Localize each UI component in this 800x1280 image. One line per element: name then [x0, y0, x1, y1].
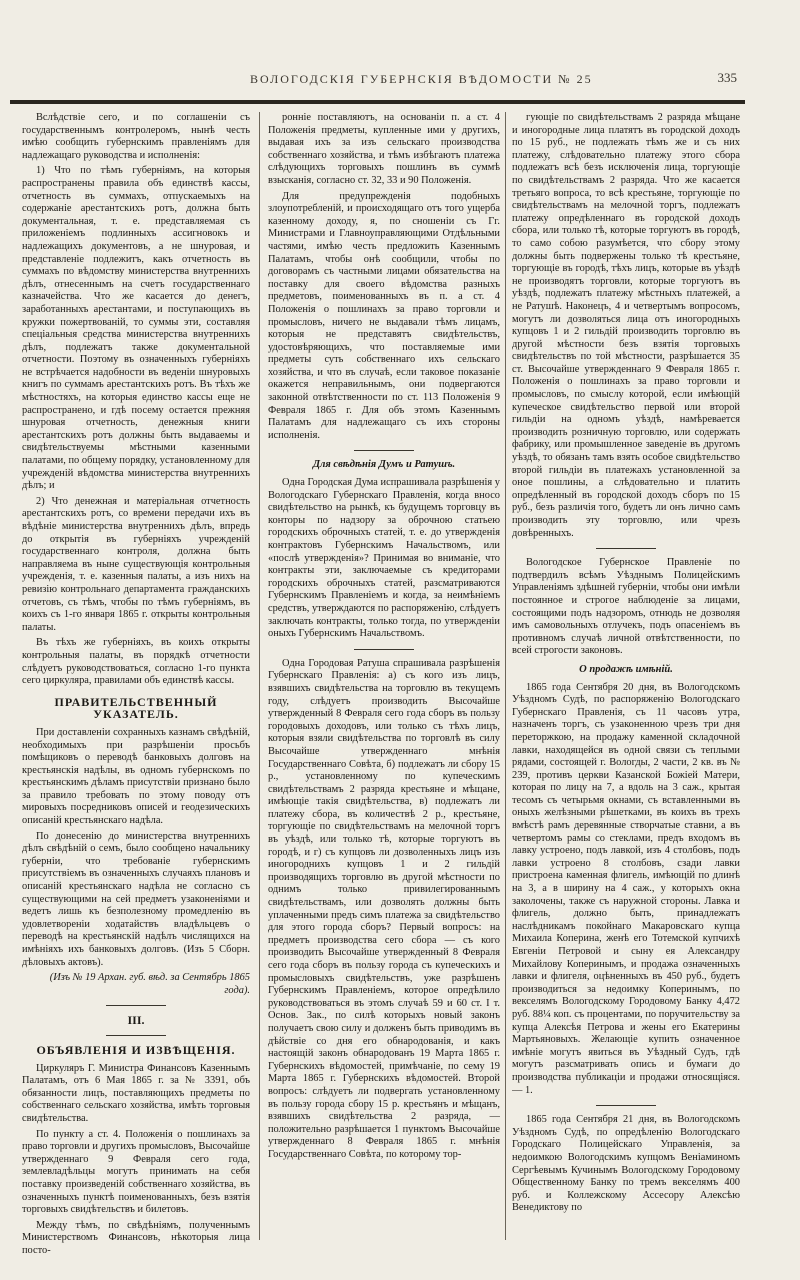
paragraph: 1865 года Сентября 20 дня, въ Вологодскомъ Уѣздномъ Судѣ, по распоряженію Вологодскаго Губернскаго Правленія, съ 11 часовъ утра, назначенъ торгъ, съ узаконенною чрезъ три дня переторжкою, на продажу каменной складочной лавки, находящейся въ одной связи съ теплыми рядами, состоящей г. Вологды, 2 части, 2 кв. въ № 239, противъ церкви Казанской Божіей Матери, которая по лицу на 7, а вдоль на 3 саж., крытая тесомъ съ четырьмя окнами, съ вставленными въ оныхъ желѣзными рѣшетками, въ коихъ въ трехъ вмѣстѣ рамъ деревянные створчатые ставни, а въ четвертомъ рамы со стеклами, предъ входомъ въ лавку устроено, подъ лавкой, изъ 4 столбовъ, подъ лавки устроено 8 столбовъ, сзади лавки пристроена каменная флигель, имѣющій по длинѣ на 3, а в ширину на 4 саж., у которыхъ окна заколочены, также съ наружной стороны. Лавка и флигель, должно быть, принадлежатъ наслѣдникамъ покойнаго Макаровскаго купца Михаила Коперина, женѣ его Тотемской купчихѣ Евгеніи Петровой и сыну ея Александру Михайлову Коперинымъ, и продажа означенныхъ лавки и флигеля, оцѣненныхъ въ 450 руб., будетъ производиться за недоимку Коперинымъ, по векселямъ Вологодскому Городовому Банку 4,472 руб. 88¼ коп. съ процентами, по поручительству за купца Алексѣя Петрова и жены его Екатерины Мартьяновыхъ. Желающіе купить означенное имѣніе могутъ явиться въ Уѣздный Судъ, гдѣ могутъ разсматривать опись и бумаги до производства публикаціи и продажи относящіяся.— 1. — [512, 681, 740, 1096]
section-number: III. — [127, 1013, 145, 1028]
paragraph: Между тѣмъ, по свѣдѣніямъ, полученнымъ Министерствомъ Финансовъ, нѣкоторыя лица посто- — [22, 1219, 250, 1256]
paragraph: гующіе по свидѣтельствамъ 2 разряда мѣщане и иногородные лица платятъ въ городской доходъ по 15 руб., не подлежать тѣмъ же и съ них платежу, слѣдовательно платежу этого сбора подлежатъ всѣ безъ исключенія лица, торгующіе по свидѣтельствамъ 2 разряда. Что же касается третьяго вопроса, то всѣ крестьяне, торгующіе по свидѣтельствамъ на мелочной торгъ, подлежатъ платежу опредѣленнаго въ городской доходъ сбора, или только тѣ, которые торгуютъ въ городѣ, то само собою разумѣется, что сбору этому должны быть подвержены только тѣ крестьяне, торгующіе въ городѣ, тѣхъ лицъ, которые въ уѣздѣ не производятъ торговли, которые торгуютъ въ уѣздѣ, подлежатъ платежу мѣстныхъ платежей, а не Ратушѣ. Наконецъ, 4 и четвертымъ вопросомъ, могутъ ли дозволяться лица отъ иногородныхъ купцовъ 1 и 2 гильдій производить торговлю въ другой мѣстности безъ взятія торговыхъ свидѣтельствъ по той мѣстности, разрѣшается 35 ст. Высочайше утвержденнаго 9 Февраля 1865 г. Положенія о пошлинахъ за право торговли и промысловъ, по смыслу которой, если имѣющій купеческое свидѣтельство первой или второй гильдіи на одномъ уѣздѣ, намѣревается производить розничную торговлю, или содержать фабрику, или промышленное заведеніе въ другомъ уѣздѣ, то обязанъ тамъ взять особое свидѣтельство второй гильдіи въ платежахъ установленной за оное пошлины, а слѣдовательно и платить опредѣленный въ городской доходъ сборъ по 15 руб., безъ различія того, будетъ ли онъ лично самъ производить эту торговлю, или чрезъ довѣренныхъ. — [512, 112, 740, 539]
paragraph: При доставленіи сохранныхъ казнамъ свѣдѣній, необходимыхъ при разрѣшеніи просьбъ помѣщиковъ о переводѣ банковыхъ долговъ на крестьянскія надѣлы, въ одномъ губернскомъ по крестьянскимъ дѣламъ присутствіи признано было за правило требовать по этому поводу отъ мировыхъ посредниковъ описей и геодезическихъ описаній крестьянскаго надѣла. — [22, 726, 250, 827]
paragraph: Одна Городовая Ратуша спрашивала разрѣшенія Губернскаго Правленія: а) съ кого изъ лицъ, взявшихъ свидѣтельства на торговлю въ текущемъ году, слѣдуетъ производить Высочайше утвержденный 8 Февраля сего года сборъ въ пользу городовыхъ доходовъ, или только съ тѣхъ лицъ, которыя взяли свидѣтельства по торговлѣ въ силу Высочайше утвержденнаго мнѣнія Государственнаго Совѣта, б) подлежатъ ли сбору 15 р., установленному по купеческимъ свидѣтельствамъ 2 разряда крестьяне и мѣщане, имѣющіе такія свидѣтельства, в) подлежатъ ли платежу сбора, въ количествѣ 2 р., крестьяне, торгующіе по свидѣтельствамъ на мелочной торгъ въ уѣздѣ, или только тѣ, которые торгуютъ въ городѣ, и г) съ купцовъ ли дозволенныхъ лицъ изъ иногороднихъ купцовъ 1 и 2 гильдій производящихъ торговлю въ другой мѣстности по однимъ только привилегированнымъ свидѣтельствамъ, или дозволять должны быть уплаченными предъ симъ платежа за свидѣтельство для этого города сборъ? Первый вопросъ: на предметъ производства сего сбора — съ кого производить Высочайше утвержденный 8 Февраля сего года сборъ въ пользу города съ купеческихъ и промысловыхъ свидѣтельствъ, уже разрѣшенъ Губернскимъ Правленіемъ, которое опредѣлило руководствоваться въ этомъ случаѣ 59 и 60 ст. I т. Основ. Зак., по силѣ которыхъ новый законъ получаетъ свою силу и долженъ быть приводимъ въ дѣйствіе со дня его обнародованія, и какъ настоящій законъ обнародованъ 19 Марта 1865 г. Губернскихъ вѣдомостей, примѣчаніе, по сему 19 Марта 1865 г. Губернскихъ вѣдомостей. Второй вопросъ: слѣдуетъ ли подвергать установленному въ пользу города сбору 15 р. крестьянъ и мѣщанъ, взявшихъ свидѣтельства 2 разряда, — положительно разрѣшается 1 пунктомъ Высочайше утвержденнаго 8 Февраля 1865 г. мнѣнія Государственнаго Совѣта, по которому тор- — [268, 657, 500, 1160]
paragraph: 2) Что денежная и матеріальная отчетность арестантскихъ ротъ, со времени передачи ихъ въ вѣдѣніе министерства внутреннихъ дѣлъ, впредь до открытія въ губерніяхъ учрежденій государственнаго контроля, должна быть направляема въ ныне существующія контрольныя учрежденія, т. е. казенныя палаты, а изъ нихъ на ревизію контрольнаго департамента гражданскихъ отчетовъ, съ тѣмъ, чтобы по тѣмъ губерніямъ, въ коихъ съ 1-го января 1865 г. открыты контрольныя палаты. — [22, 495, 250, 633]
sub-heading: О продажѣ имѣній. — [579, 663, 673, 675]
paragraph: Для предупрежденія подобныхъ злоупотребленій, и происходящаго отъ того ущерба казенному доходу, я, по сношеніи съ Гг. Министрами и Главноуправляющими Отдѣльными частями, имѣю честь предложить Казеннымъ Палатамъ, чтобы онѣ сообщили, чтобы по договорамъ съ частными лицами обязательства на поставку для своего вѣдомства разныхъ предметовъ, поименованныхъ въ п. а ст. 4 Положенія о пошлинахъ за право торговли и промысловъ, ничего не выдавали тѣмъ лицамъ, которыя не представятъ свидѣтельствъ, удостовѣряющихъ, что поставляемые ими предметы суть собственнаго ихъ сельскаго хозяйства, и что въ случаѣ, если таковое показаніе окажется неправильнымъ, они подвергаются законной отвѣтственности по ст. 113 Положенія 9 Февраля 1865 г. Для объ этомъ Казеннымъ Палатамъ для надлежащаго съ ихъ стороны исполненія. — [268, 190, 500, 441]
header-rule — [10, 100, 745, 104]
section-title: ПРАВИТЕЛЬСТВЕННЫЙ УКАЗАТЕЛЬ. — [54, 694, 218, 722]
paragraph: ронніе поставляютъ, на основаніи п. а ст. 4 Положенія предметы, купленные ими у другихъ, выдавая ихъ за изъ сельскаго производства собственнаго хозяйства, и тѣмъ избѣгаютъ платежа слѣдующихъ торговыхъ пошлинъ въ суммѣ взысканія, согласно ст. 32, 33 и 90 Положенія. — [268, 112, 500, 186]
announcements-title: ОБЪЯВЛЕНІЯ И ИЗВѢЩЕНІЯ. — [36, 1042, 236, 1057]
paragraph: 1) Что по тѣмъ губерніямъ, на которыя распространены правила объ единствѣ кассы, отчетность въ суммахъ, отпускаемыхъ на содержаніе арестантскихъ ротъ, должна быть документальная, т. е. представляемая съ приложеніемъ подлинныхъ ассигновокъ и надлежащихъ документовъ, а не шнуровая, и представленіе подлежитъ, какъ отчетность въ суммахъ по вѣдомству министерства внутреннихъ дѣлъ, отнесеннымъ на счетъ государственнаго казначейства. Что же касается до денегъ, заработанныхъ арестантами, и поступающихъ въ кружки пожертвованій, то суммы эти, составляя спеціальныя средства министерства внутреннихъ дѣлъ, подлежатъ также документальной отчетности. Поэтому въ означенныхъ губерніяхъ не встрѣчается надобности въ веденіи шнуровыхъ книгъ по суммамъ арестантскихъ ротъ. Въ тѣхъ же мѣстностяхъ, на которыя единство кассы еще не распространено, и гдѣ посему остается прежняя шнуровая отчетность, денежныя книги арестантскихъ ротъ должны быть выдаваемы и свидѣтельствуемы мѣстными казенными палатами, по общему порядку, установленному для учрежденій вѣдомства министерства внутреннихъ дѣлъ; и — [22, 165, 250, 492]
paragraph: Вслѣдствіе сего, и по соглашеніи съ государственнымъ контролеромъ, нынѣ честь имѣю сообщить губернскимъ правленіямъ для надлежащаго руководства и исполненія: — [22, 112, 250, 161]
page-header — [10, 66, 745, 94]
paragraph: Вологодское Губернское Правленіе по подтвердилъ всѣмъ Уѣзднымъ Полицейскимъ Управленіямъ здѣшней губерніи, чтобы они имѣли постоянное и строгое наблюденіе за лицами, состоящими подъ надзоромъ, отнюдь не дозволяя имъ самовольныхъ отлучекъ, подъ опасеніемъ въ противномъ случаѣ личной отвѣтственности, по всей строгости законовъ. — [512, 557, 740, 657]
paragraph: По донесенію до министерства внутреннихъ дѣлъ свѣдѣній о семъ, было сообщено начальнику губерніи, что требованіе губернскимъ присутствіемъ въ означенныхъ случаяхъ плановъ и описаній крестьянскаго надѣла не согласно съ существующими на сей предметъ узаконеніями и ведетъ лишь къ безполезному промедленію въ удовлетвореніи ходатайствъ владѣльцевъ о переводѣ на крестьянскій надѣлъ числящихся на имѣніяхъ ихъ банковыхъ долговъ. (Изъ 5 Сборн. дѣловыхъ актовъ). — [22, 830, 250, 968]
paragraph: По пункту а ст. 4. Положенія о пошлинахъ за право торговли и другихъ промысловъ, Высочайше утвержденнаго 9 Февраля сего года, землевладѣльцы могутъ принимать на себя поставку произведеній собственнаго хозяйства, въ означенныхъ пунктѣ поименованныхъ, безъ взятія торговыхъ свидѣтельствъ и билетовъ. — [22, 1128, 250, 1216]
column-middle — [268, 112, 500, 1264]
divider — [354, 649, 414, 650]
page-bottom-edge — [0, 1262, 800, 1280]
column-left — [22, 112, 250, 1264]
paragraph: Одна Городская Дума испрашивала разрѣшенія у Вологодскаго Губернскаго Правленія, когда вносо свидѣтельство на рынкѣ, къ будущемъ торговцу въ конторы по надзору за оброчною статьею городскихъ оброчныхъ статей, т. е. до утвержденія контрактовъ Губернскимъ Начальствомъ, или «послѣ утвержденія»? Принимая во вниманіе, что контракты эти, заключаемые съ кредиторами городскихъ оброчныхъ статей, разсматриваются Губернскимъ Правленіемъ и когда, за неимѣніемъ средствъ, утверждаются по распоряженію, слѣдуетъ заключать контракты, только тогда, по утвержденіи оныхъ Губернскимъ Начальствомъ. — [268, 477, 500, 640]
divider — [596, 548, 656, 549]
running-title: ВОЛОГОДСКІЯ ГУБЕРНСКІЯ ВѢДОМОСТИ № 25 — [250, 72, 593, 86]
divider — [106, 1005, 166, 1006]
divider — [596, 1105, 656, 1106]
source-note: (Изъ № 19 Архан. губ. вѣд. за Сентябрь 1865 года). — [49, 972, 250, 996]
paragraph: Въ тѣхъ же губерніяхъ, въ коихъ открыты контрольныя палаты, въ порядкѣ отчетности слѣдуетъ руководствоваться, согласно 1-го пункта сего циркуляра, правилами объ единствѣ кассы. — [22, 637, 250, 687]
divider — [354, 450, 414, 451]
divider — [106, 1035, 166, 1036]
sub-heading: Для свѣдѣнія Думъ и Ратушъ. — [312, 459, 456, 471]
column-right — [512, 112, 740, 1264]
column-divider — [259, 112, 260, 1240]
page-number: 335 — [717, 70, 737, 85]
column-divider — [505, 112, 506, 1240]
paragraph: Циркуляръ Г. Министра Финансовъ Казеннымъ Палатамъ, отъ 6 Мая 1865 г. за № 3391, объ обязанности лицъ, поставляющихъ предметы по собственнаго сельскаго хозяйства, имѣть торговыя свидѣтельства. — [22, 1062, 250, 1124]
paragraph: 1865 года Сентября 21 дня, въ Вологодскомъ Уѣздномъ Судѣ, по опредѣленію Вологодскаго Городскаго Полицейскаго Управленія, за недоимкою Вологодскимъ купцомъ Веніаминомъ Сергѣевымъ Кучинымъ Вологодскому Городовому Общественному Банку по тремъ векселямъ 400 руб. и Коллежскому Ассесору Алексѣю Венедиктову по — [512, 1114, 740, 1214]
